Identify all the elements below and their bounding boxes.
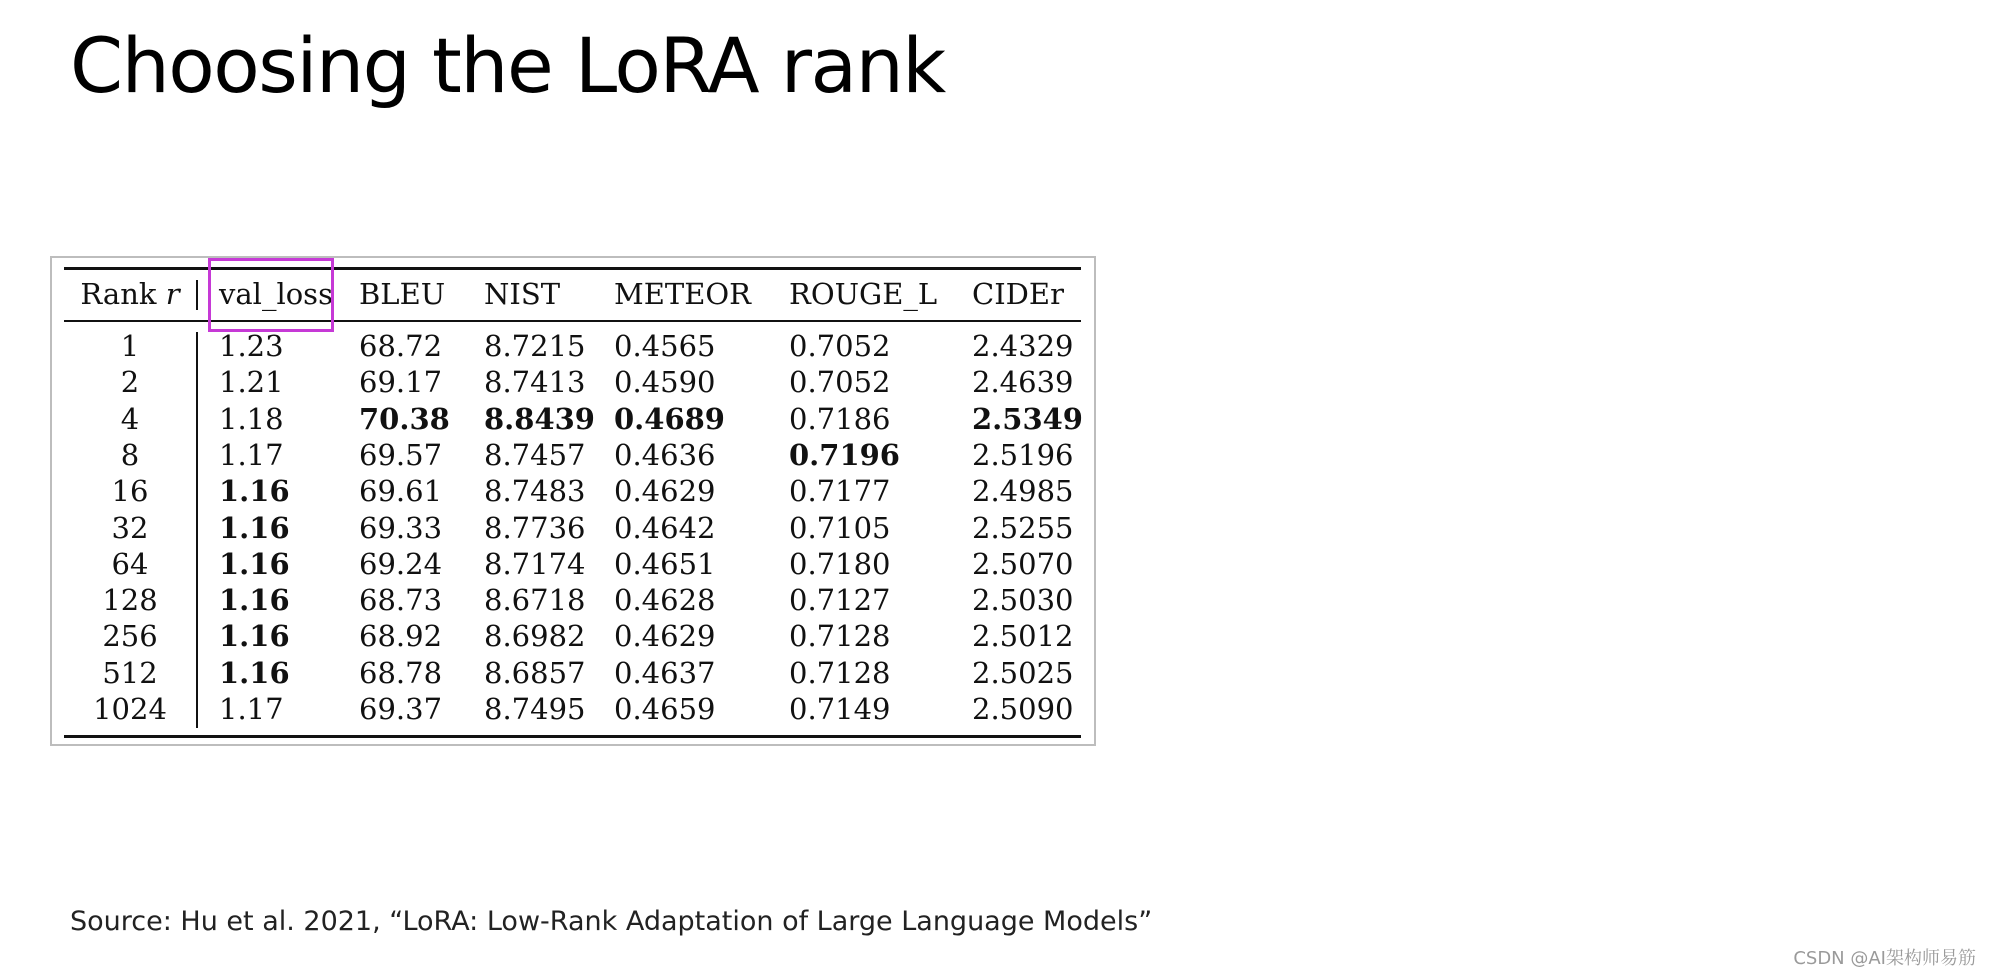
cell-rank: 32 xyxy=(111,510,149,545)
cell-rank: 128 xyxy=(102,583,158,618)
cell-meteor: 0.4629 xyxy=(614,619,716,654)
cell-bleu: 68.78 xyxy=(359,655,443,690)
cell-rouge-l: 0.7186 xyxy=(789,401,891,436)
cell-meteor: 0.4628 xyxy=(614,583,716,618)
cell-nist: 8.7174 xyxy=(484,546,586,581)
cell-bleu: 69.24 xyxy=(359,546,443,581)
rank-separator-body xyxy=(196,332,198,728)
cell-val-loss: 1.21 xyxy=(219,365,284,400)
header-cider: CIDEr xyxy=(972,277,1064,311)
cell-bleu: 69.33 xyxy=(359,510,443,545)
cell-rank: 8 xyxy=(120,437,140,472)
cell-val-loss: 1.18 xyxy=(219,401,284,436)
watermark: CSDN @AI架构师易筋 xyxy=(1793,948,1976,969)
cell-cider: 2.4329 xyxy=(972,329,1074,363)
cell-val-loss: 1.16 xyxy=(219,510,290,545)
cell-bleu: 68.73 xyxy=(359,583,443,618)
cell-cider: 2.5090 xyxy=(972,692,1074,726)
header-nist: NIST xyxy=(484,277,561,311)
cell-cider: 2.4985 xyxy=(972,474,1074,509)
cell-rouge-l: 0.7149 xyxy=(789,692,891,726)
cell-bleu: 68.72 xyxy=(359,329,443,363)
cell-bleu: 69.57 xyxy=(359,437,443,472)
cell-bleu: 69.17 xyxy=(359,365,443,400)
header-rouge-l: ROUGE_L xyxy=(789,277,938,311)
cell-bleu: 70.38 xyxy=(359,401,450,436)
cell-meteor: 0.4651 xyxy=(614,546,716,581)
header-bleu: BLEU xyxy=(359,277,446,311)
cell-val-loss: 1.16 xyxy=(219,546,290,581)
cell-meteor: 0.4629 xyxy=(614,474,716,509)
cell-bleu: 68.92 xyxy=(359,619,443,654)
cell-val-loss: 1.16 xyxy=(219,619,290,654)
cell-cider: 2.5349 xyxy=(972,401,1083,436)
cell-cider: 2.5025 xyxy=(972,655,1074,690)
cell-rouge-l: 0.7052 xyxy=(789,329,891,363)
cell-rouge-l: 0.7128 xyxy=(789,619,891,654)
rank-separator-header xyxy=(196,280,198,310)
header-val-loss: val_loss xyxy=(219,277,333,311)
cell-val-loss: 1.17 xyxy=(219,437,284,472)
header-rank-label: Rank xyxy=(80,277,166,311)
header-rank-variable: r xyxy=(165,277,180,311)
cell-nist: 8.7736 xyxy=(484,510,586,545)
cell-val-loss: 1.16 xyxy=(219,583,290,618)
cell-nist: 8.6718 xyxy=(484,583,586,618)
cell-rouge-l: 0.7127 xyxy=(789,583,891,618)
cell-meteor: 0.4636 xyxy=(614,437,716,472)
cell-rouge-l: 0.7105 xyxy=(789,510,891,545)
cell-bleu: 69.37 xyxy=(359,692,443,726)
cell-rank: 64 xyxy=(111,546,149,581)
cell-meteor: 0.4642 xyxy=(614,510,716,545)
cell-cider: 2.5012 xyxy=(972,619,1074,654)
cell-rank: 2 xyxy=(120,365,140,400)
cell-nist: 8.7413 xyxy=(484,365,586,400)
header-rank xyxy=(80,276,179,312)
cell-rouge-l: 0.7177 xyxy=(789,474,891,509)
cell-nist: 8.7483 xyxy=(484,474,586,509)
cell-val-loss: 1.16 xyxy=(219,474,290,509)
cell-rank: 1024 xyxy=(93,692,167,726)
table-bottom-rule xyxy=(64,735,1081,738)
cell-rouge-l: 0.7180 xyxy=(789,546,891,581)
cell-meteor: 0.4590 xyxy=(614,365,716,400)
cell-nist: 8.6982 xyxy=(484,619,586,654)
cell-rouge-l: 0.7052 xyxy=(789,365,891,400)
source-citation: Source: Hu et al. 2021, “LoRA: Low-Rank Adaptation of Large Language Models” xyxy=(70,906,1153,937)
cell-rank: 256 xyxy=(102,619,158,654)
header-meteor: METEOR xyxy=(614,277,751,311)
slide-title: Choosing the LoRA rank xyxy=(70,21,945,110)
cell-rank: 16 xyxy=(111,474,149,509)
cell-nist: 8.8439 xyxy=(484,401,595,436)
cell-meteor: 0.4637 xyxy=(614,655,716,690)
cell-rouge-l: 0.7196 xyxy=(789,437,900,472)
cell-meteor: 0.4659 xyxy=(614,692,716,726)
cell-nist: 8.7495 xyxy=(484,692,586,726)
cell-nist: 8.7457 xyxy=(484,437,586,472)
cell-cider: 2.4639 xyxy=(972,365,1074,400)
cell-cider: 2.5030 xyxy=(972,583,1074,618)
cell-rouge-l: 0.7128 xyxy=(789,655,891,690)
cell-cider: 2.5196 xyxy=(972,437,1074,472)
cell-meteor: 0.4565 xyxy=(614,329,716,363)
cell-nist: 8.6857 xyxy=(484,655,586,690)
cell-rank: 512 xyxy=(102,655,158,690)
cell-val-loss: 1.23 xyxy=(219,329,284,363)
cell-rank: 1 xyxy=(120,329,140,363)
cell-meteor: 0.4689 xyxy=(614,401,725,436)
val-loss-highlight-box xyxy=(208,258,334,332)
cell-bleu: 69.61 xyxy=(359,474,443,509)
cell-cider: 2.5255 xyxy=(972,510,1074,545)
cell-val-loss: 1.17 xyxy=(219,692,284,726)
cell-rank: 4 xyxy=(120,401,140,436)
cell-val-loss: 1.16 xyxy=(219,655,290,690)
cell-nist: 8.7215 xyxy=(484,329,586,363)
cell-cider: 2.5070 xyxy=(972,546,1074,581)
